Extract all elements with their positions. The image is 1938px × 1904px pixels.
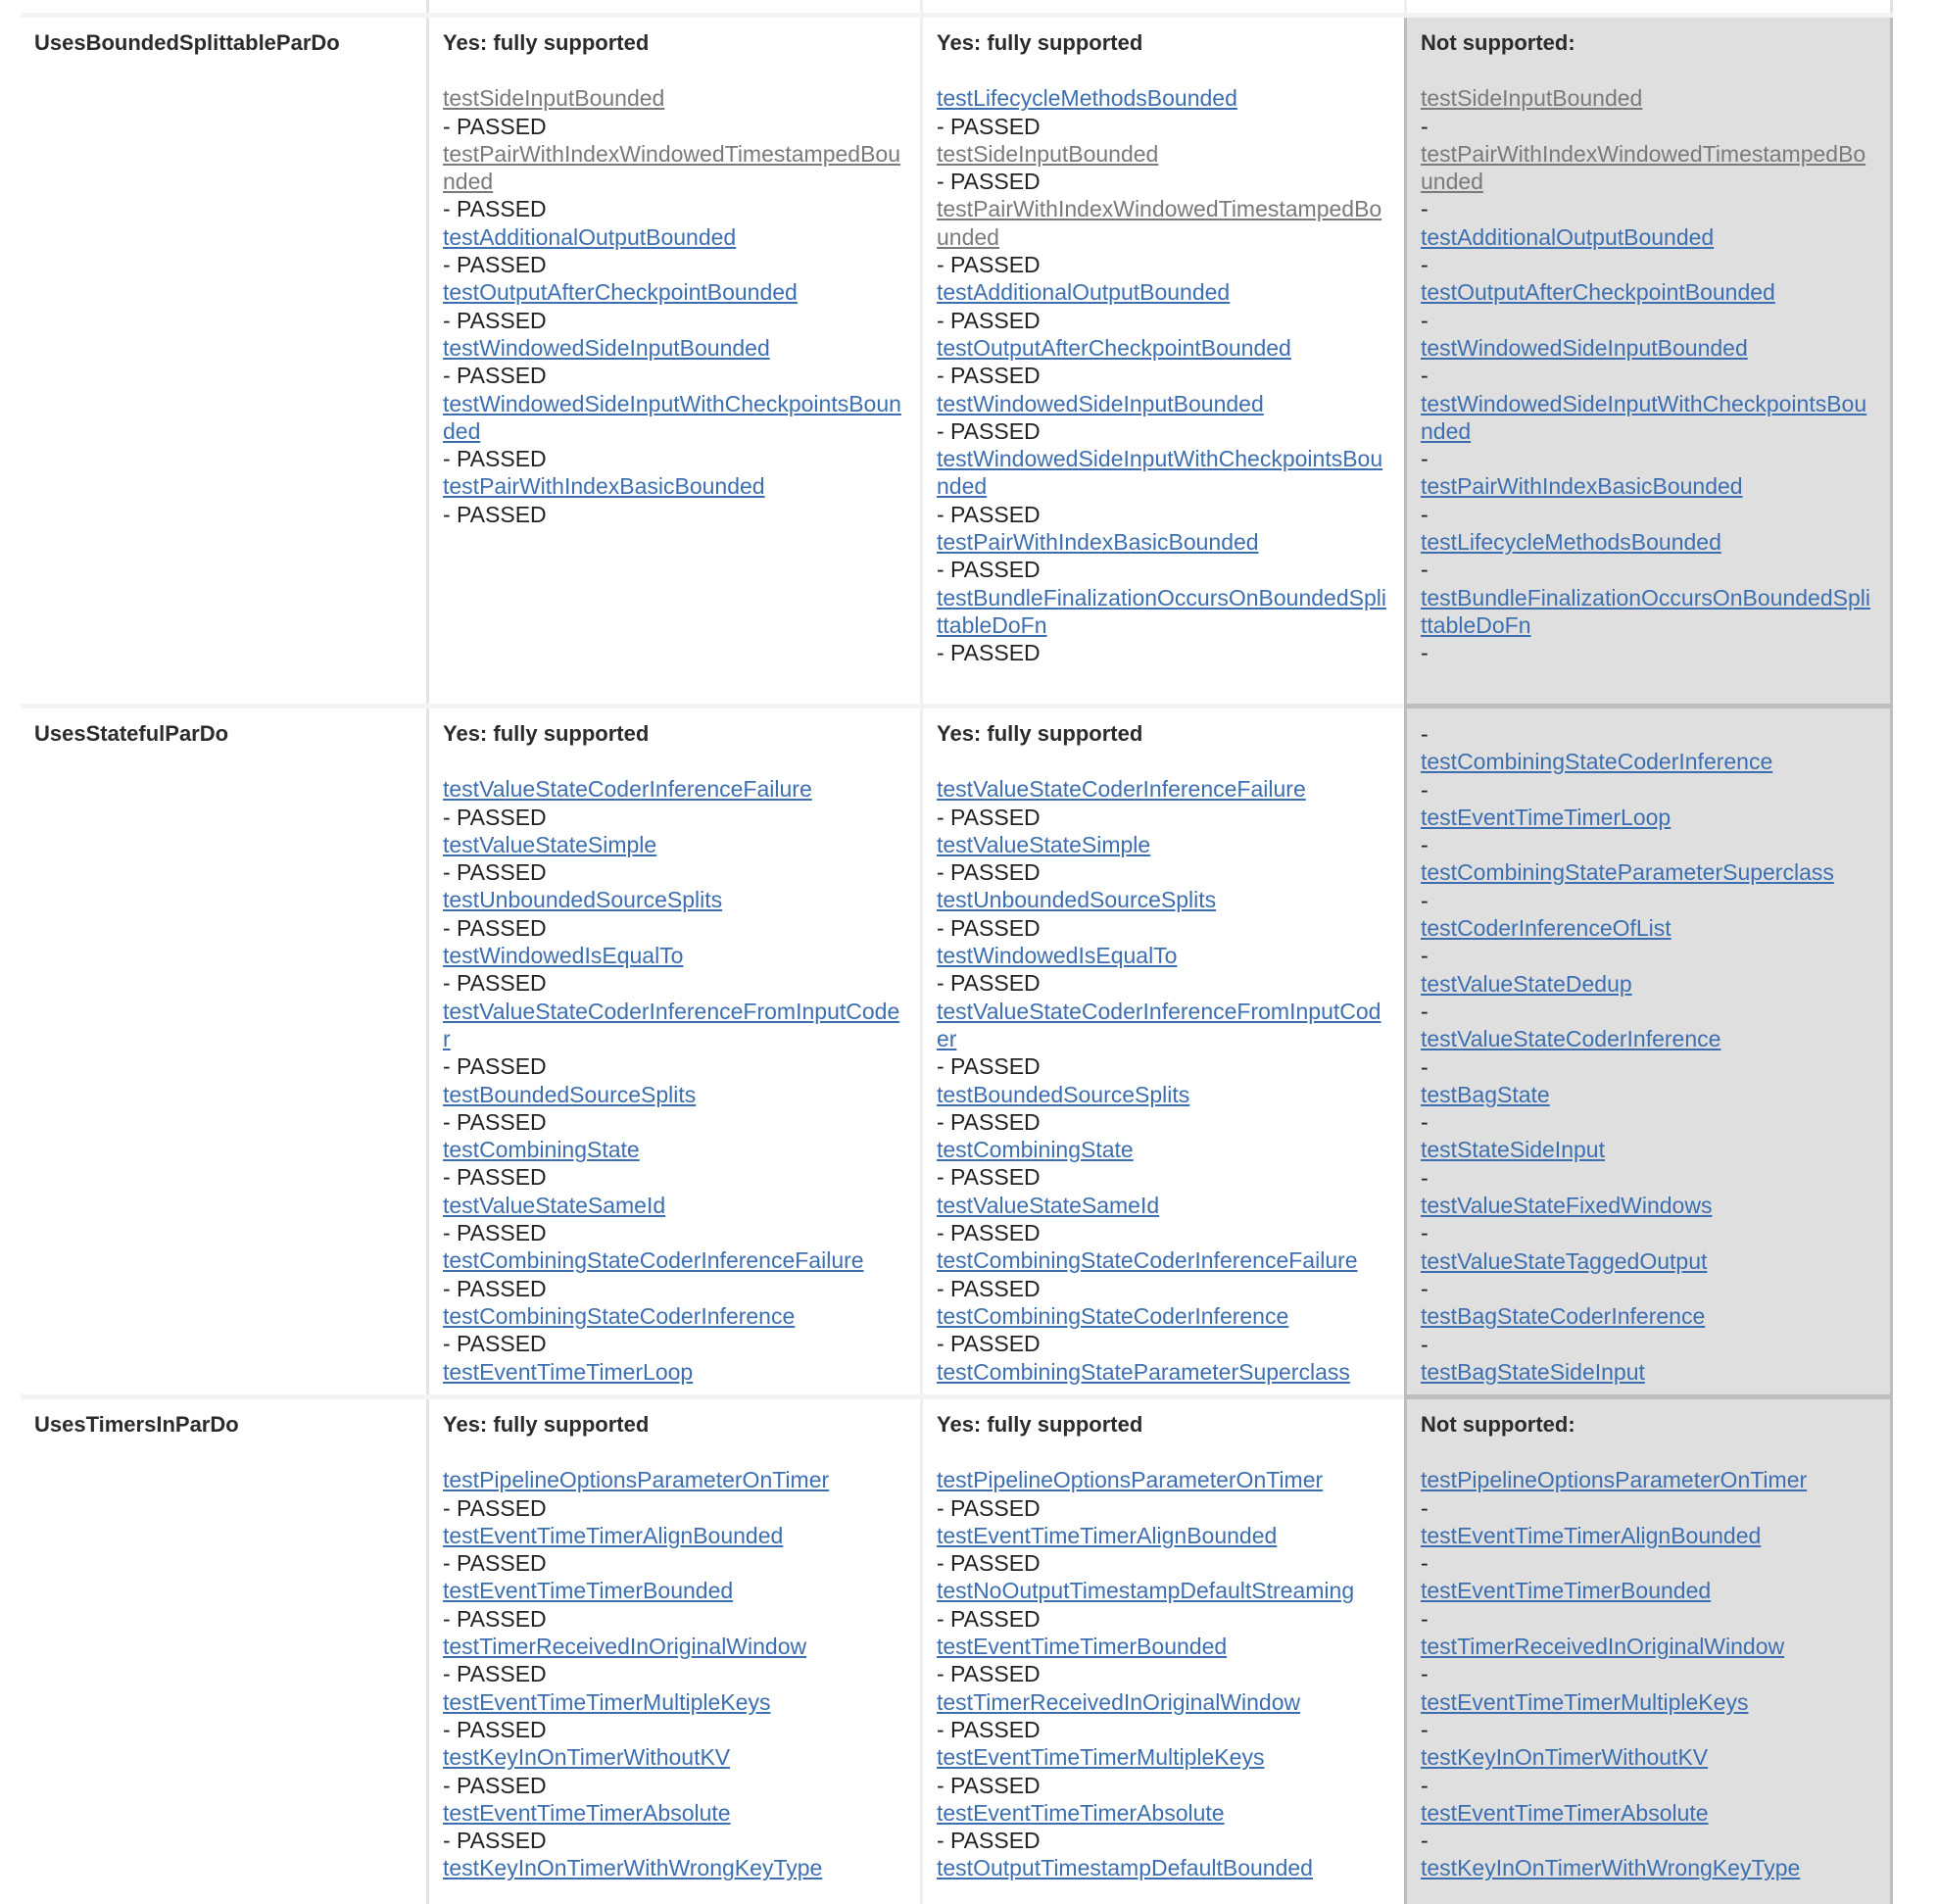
test-result: - PASSED [937,1220,1041,1246]
test-result: - PASSED [937,1164,1041,1191]
test-link[interactable]: testValueStateCoderInference [1421,1026,1721,1052]
test-link[interactable]: testCombiningState [937,1137,1134,1163]
test-result: - PASSED [443,1275,547,1301]
test-result: - PASSED [443,1550,547,1577]
runner-cell [920,1399,1404,1904]
test-result: - PASSED [443,970,547,997]
runner-cell-unsupported [1404,1399,1893,1904]
test-link[interactable]: testCombiningStateParameterSuperclass [937,1358,1350,1385]
support-status: Yes: fully supported [937,30,1143,55]
support-status: Not supported: [1421,30,1575,55]
test-result: - PASSED [443,1828,547,1854]
test-link[interactable]: testWindowedSideInputBounded [1421,334,1748,361]
runner-cell-unsupported [1404,708,1893,1396]
feature-cell [21,1399,426,1904]
test-result: - PASSED [937,113,1041,139]
test-result: - PASSED [937,1331,1041,1357]
runner-cell-unsupported [1404,18,1893,706]
test-result: - PASSED [443,1772,547,1798]
test-link[interactable]: testWindowedSideInputBounded [937,390,1264,416]
test-result: - [1421,557,1429,583]
test-link[interactable]: testSideInputBounded [937,140,1159,167]
test-link[interactable]: testEventTimeTimerBounded [443,1578,734,1604]
test-result: - [1421,640,1429,666]
test-link[interactable]: testWindowedSideInputBounded [443,334,770,361]
test-link[interactable]: testOutputAfterCheckpointBounded [443,279,798,306]
feature-name: UsesStatefulParDo [34,721,229,746]
test-result: - [1421,998,1429,1024]
test-result: - PASSED [937,1550,1041,1577]
test-link[interactable]: testPairWithIndexBasicBounded [443,473,765,500]
test-link[interactable]: testBagStateSideInput [1421,1358,1645,1385]
test-link[interactable]: testBagState [1421,1081,1550,1107]
test-result: - [1421,252,1429,278]
test-result: - [1421,1109,1429,1136]
test-link[interactable]: testLifecycleMethodsBounded [937,85,1237,112]
test-result: - [1421,1220,1429,1246]
test-result: - [1421,1275,1429,1301]
test-link[interactable]: testPipelineOptionsParameterOnTimer [443,1467,830,1493]
test-result: - PASSED [443,501,547,527]
test-result: - PASSED [937,1494,1041,1521]
test-link[interactable]: testLifecycleMethodsBounded [1421,529,1721,556]
test-result: - PASSED [443,1331,547,1357]
test-link[interactable]: testWindowedSideInputWithCheckpointsBounded [443,390,901,444]
test-link[interactable]: testValueStateSimple [443,831,657,857]
runner-cell [920,708,1404,1396]
test-link[interactable]: testKeyInOnTimerWithWrongKeyType [443,1855,823,1881]
test-link[interactable]: testBoundedSourceSplits [937,1081,1190,1107]
test-result: - PASSED [937,1661,1041,1687]
test-result: - [1421,1828,1429,1854]
test-link[interactable]: testCombiningStateCoderInferenceFailure [937,1247,1358,1274]
table-row-usesstatefulpardo [21,704,1893,1396]
test-result: - PASSED [443,1108,547,1135]
test-link[interactable]: testEventTimeTimerAlignBounded [1421,1522,1762,1548]
runner-cell [920,18,1404,706]
test-result: - PASSED [443,1661,547,1687]
test-link[interactable]: testEventTimeTimerBounded [1421,1578,1712,1604]
test-link[interactable]: testValueStateCoderInferenceFromInputCoder [443,998,900,1051]
test-link[interactable]: testEventTimeTimerAbsolute [1421,1799,1709,1826]
test-link[interactable]: testPipelineOptionsParameterOnTimer [937,1467,1324,1493]
test-link[interactable]: testKeyInOnTimerWithoutKV [443,1744,731,1771]
test-result: - PASSED [443,363,547,389]
test-link[interactable]: testUnboundedSourceSplits [443,887,723,913]
test-link[interactable]: testTimerReceivedInOriginalWindow [443,1634,807,1660]
test-result: - [1421,501,1429,527]
feature-name: UsesBoundedSplittableParDo [34,30,340,55]
test-result: - [1421,1716,1429,1742]
test-result: - PASSED [443,1220,547,1246]
test-link[interactable]: testTimerReceivedInOriginalWindow [937,1688,1301,1715]
test-link[interactable]: testValueStateCoderInferenceFailure [937,776,1306,803]
test-link[interactable]: testWindowedSideInputWithCheckpointsBounded [1421,390,1867,444]
test-link[interactable]: testBundleFinalizationOccursOnBoundedSplittableDoFn [937,584,1386,638]
test-link[interactable]: testEventTimeTimerMultipleKeys [937,1744,1265,1771]
test-result: - [1421,1661,1429,1687]
test-link[interactable]: testCoderInferenceOfList [1421,915,1672,942]
test-result: - PASSED [937,363,1041,389]
test-result: - PASSED [443,1494,547,1521]
test-link[interactable]: testValueStateDedup [1421,970,1632,997]
test-link[interactable]: testBagStateCoderInference [1421,1303,1706,1330]
test-result: - PASSED [937,1275,1041,1301]
support-status: Yes: fully supported [443,721,650,746]
test-link[interactable]: testSideInputBounded [1421,85,1643,112]
test-result: - PASSED [443,252,547,278]
test-link[interactable]: testCombiningState [443,1137,640,1163]
test-result: - PASSED [937,557,1041,583]
test-result: - PASSED [937,252,1041,278]
test-link[interactable]: testCombiningStateCoderInference [1421,749,1773,775]
test-result: - PASSED [443,914,547,941]
test-link[interactable]: testWindowedIsEqualTo [443,943,684,969]
test-link[interactable]: testValueStateCoderInferenceFromInputCoder [937,998,1381,1051]
test-link[interactable]: testValueStateSameId [937,1192,1160,1218]
test-link[interactable]: testEventTimeTimerAlignBounded [443,1522,784,1548]
test-result: - [1421,1494,1429,1521]
test-result: - [1421,832,1429,858]
test-result: - [1421,1550,1429,1577]
support-status: Not supported: [1421,1412,1575,1437]
test-link[interactable]: testPairWithIndexWindowedTimestampedBounded [443,140,901,195]
test-result: - [1421,1053,1429,1080]
test-link[interactable]: testValueStateTaggedOutput [1421,1247,1708,1274]
test-result: - PASSED [937,417,1041,444]
test-result: - PASSED [937,169,1041,195]
test-link[interactable]: testCombiningStateParameterSuperclass [1421,859,1834,886]
test-link[interactable]: testSideInputBounded [443,85,665,112]
test-link[interactable]: testCombiningStateCoderInference [443,1302,796,1329]
test-result: - PASSED [443,196,547,222]
test-result: - PASSED [443,307,547,333]
test-link[interactable]: testTimerReceivedInOriginalWindow [1421,1634,1785,1660]
test-result: - PASSED [443,1605,547,1632]
test-link[interactable]: testCombiningStateCoderInferenceFailure [443,1247,864,1274]
test-link[interactable]: testEventTimeTimerMultipleKeys [443,1688,771,1715]
test-link[interactable]: testCombiningStateCoderInference [937,1302,1289,1329]
test-link[interactable]: testEventTimeTimerLoop [443,1358,694,1385]
test-result: - PASSED [937,1108,1041,1135]
test-result: - PASSED [937,804,1041,830]
test-link[interactable]: testPairWithIndexWindowedTimestampedBounded [937,196,1382,250]
test-link[interactable]: testBundleFinalizationOccursOnBoundedSplittableDoFn [1421,584,1870,638]
test-link[interactable]: testStateSideInput [1421,1137,1605,1163]
test-link[interactable]: testWindowedSideInputWithCheckpointsBounded [937,446,1383,500]
support-status: Yes: fully supported [443,30,650,55]
test-link[interactable]: testValueStateSimple [937,831,1151,857]
test-link[interactable]: testKeyInOnTimerWithWrongKeyType [1421,1855,1801,1881]
test-result: - PASSED [937,1053,1041,1080]
runner-cell [426,18,920,706]
test-link[interactable]: testNoOutputTimestampDefaultStreaming [937,1578,1355,1604]
test-result: - PASSED [443,804,547,830]
test-result: - PASSED [937,1772,1041,1798]
test-link[interactable]: testPairWithIndexWindowedTimestampedBounded [1421,140,1866,195]
test-link[interactable]: testOutputTimestampDefaultBounded [937,1855,1313,1881]
test-link[interactable]: testEventTimeTimerAbsolute [937,1799,1225,1826]
test-link[interactable]: testWindowedIsEqualTo [937,943,1178,969]
test-result: - [1421,1772,1429,1798]
test-result: - PASSED [937,914,1041,941]
support-status: Yes: fully supported [937,1412,1143,1437]
test-link[interactable]: testEventTimeTimerLoop [1421,804,1672,830]
test-result: - PASSED [443,1716,547,1742]
test-result: - [1421,776,1429,803]
test-link[interactable]: testValueStateFixedWindows [1421,1193,1713,1219]
test-result: - PASSED [937,640,1041,666]
test-link[interactable]: testAdditionalOutputBounded [443,223,737,250]
feature-cell [21,708,426,1396]
test-result: - PASSED [443,1164,547,1191]
runner-cell [426,1399,920,1904]
support-status: Yes: fully supported [443,1412,650,1437]
test-result: - [1421,887,1429,913]
test-link[interactable]: testUnboundedSourceSplits [937,887,1217,913]
test-link[interactable]: testOutputAfterCheckpointBounded [937,334,1291,361]
test-result: - PASSED [937,1828,1041,1854]
test-link[interactable]: testValueStateSameId [443,1192,666,1218]
test-result: - [1421,307,1429,333]
test-link[interactable]: testBoundedSourceSplits [443,1081,697,1107]
test-result: - PASSED [937,859,1041,886]
test-result: - [1421,943,1429,969]
test-result: - PASSED [937,1605,1041,1632]
test-link[interactable]: testAdditionalOutputBounded [937,279,1231,306]
test-result: - PASSED [443,859,547,886]
test-result: - PASSED [443,446,547,472]
test-link[interactable]: testEventTimeTimerMultipleKeys [1421,1688,1749,1715]
runner-cell [426,708,920,1396]
test-result: - PASSED [443,113,547,139]
test-result: - [1421,1164,1429,1191]
test-result: - [1421,1331,1429,1357]
test-result: - PASSED [937,501,1041,527]
test-link[interactable]: testAdditionalOutputBounded [1421,223,1715,250]
test-link[interactable]: testPairWithIndexBasicBounded [1421,473,1743,500]
test-link[interactable]: testOutputAfterCheckpointBounded [1421,279,1775,306]
test-result: - PASSED [937,970,1041,997]
test-result: - PASSED [937,307,1041,333]
test-link[interactable]: testEventTimeTimerAlignBounded [937,1522,1278,1548]
test-link[interactable]: testPipelineOptionsParameterOnTimer [1421,1467,1808,1493]
test-result: - [1421,113,1429,139]
test-result: - [1421,1605,1429,1632]
feature-cell [21,18,426,706]
test-result: - PASSED [937,1716,1041,1742]
support-status: Yes: fully supported [937,721,1143,746]
table-row-usesboundedsplittablepardo [21,13,1893,706]
result-dash: - [1421,721,1429,747]
test-link[interactable]: testPairWithIndexBasicBounded [937,529,1259,556]
test-link[interactable]: testKeyInOnTimerWithoutKV [1421,1744,1709,1771]
test-link[interactable]: testValueStateCoderInferenceFailure [443,776,812,803]
table-row-usestimersinpardo [21,1394,1893,1904]
test-link[interactable]: testEventTimeTimerBounded [937,1634,1228,1660]
test-result: - [1421,363,1429,389]
test-result: - PASSED [443,1053,547,1080]
feature-name: UsesTimersInParDo [34,1412,239,1437]
test-link[interactable]: testEventTimeTimerAbsolute [443,1799,731,1826]
test-result: - [1421,196,1429,222]
test-result: - [1421,446,1429,472]
